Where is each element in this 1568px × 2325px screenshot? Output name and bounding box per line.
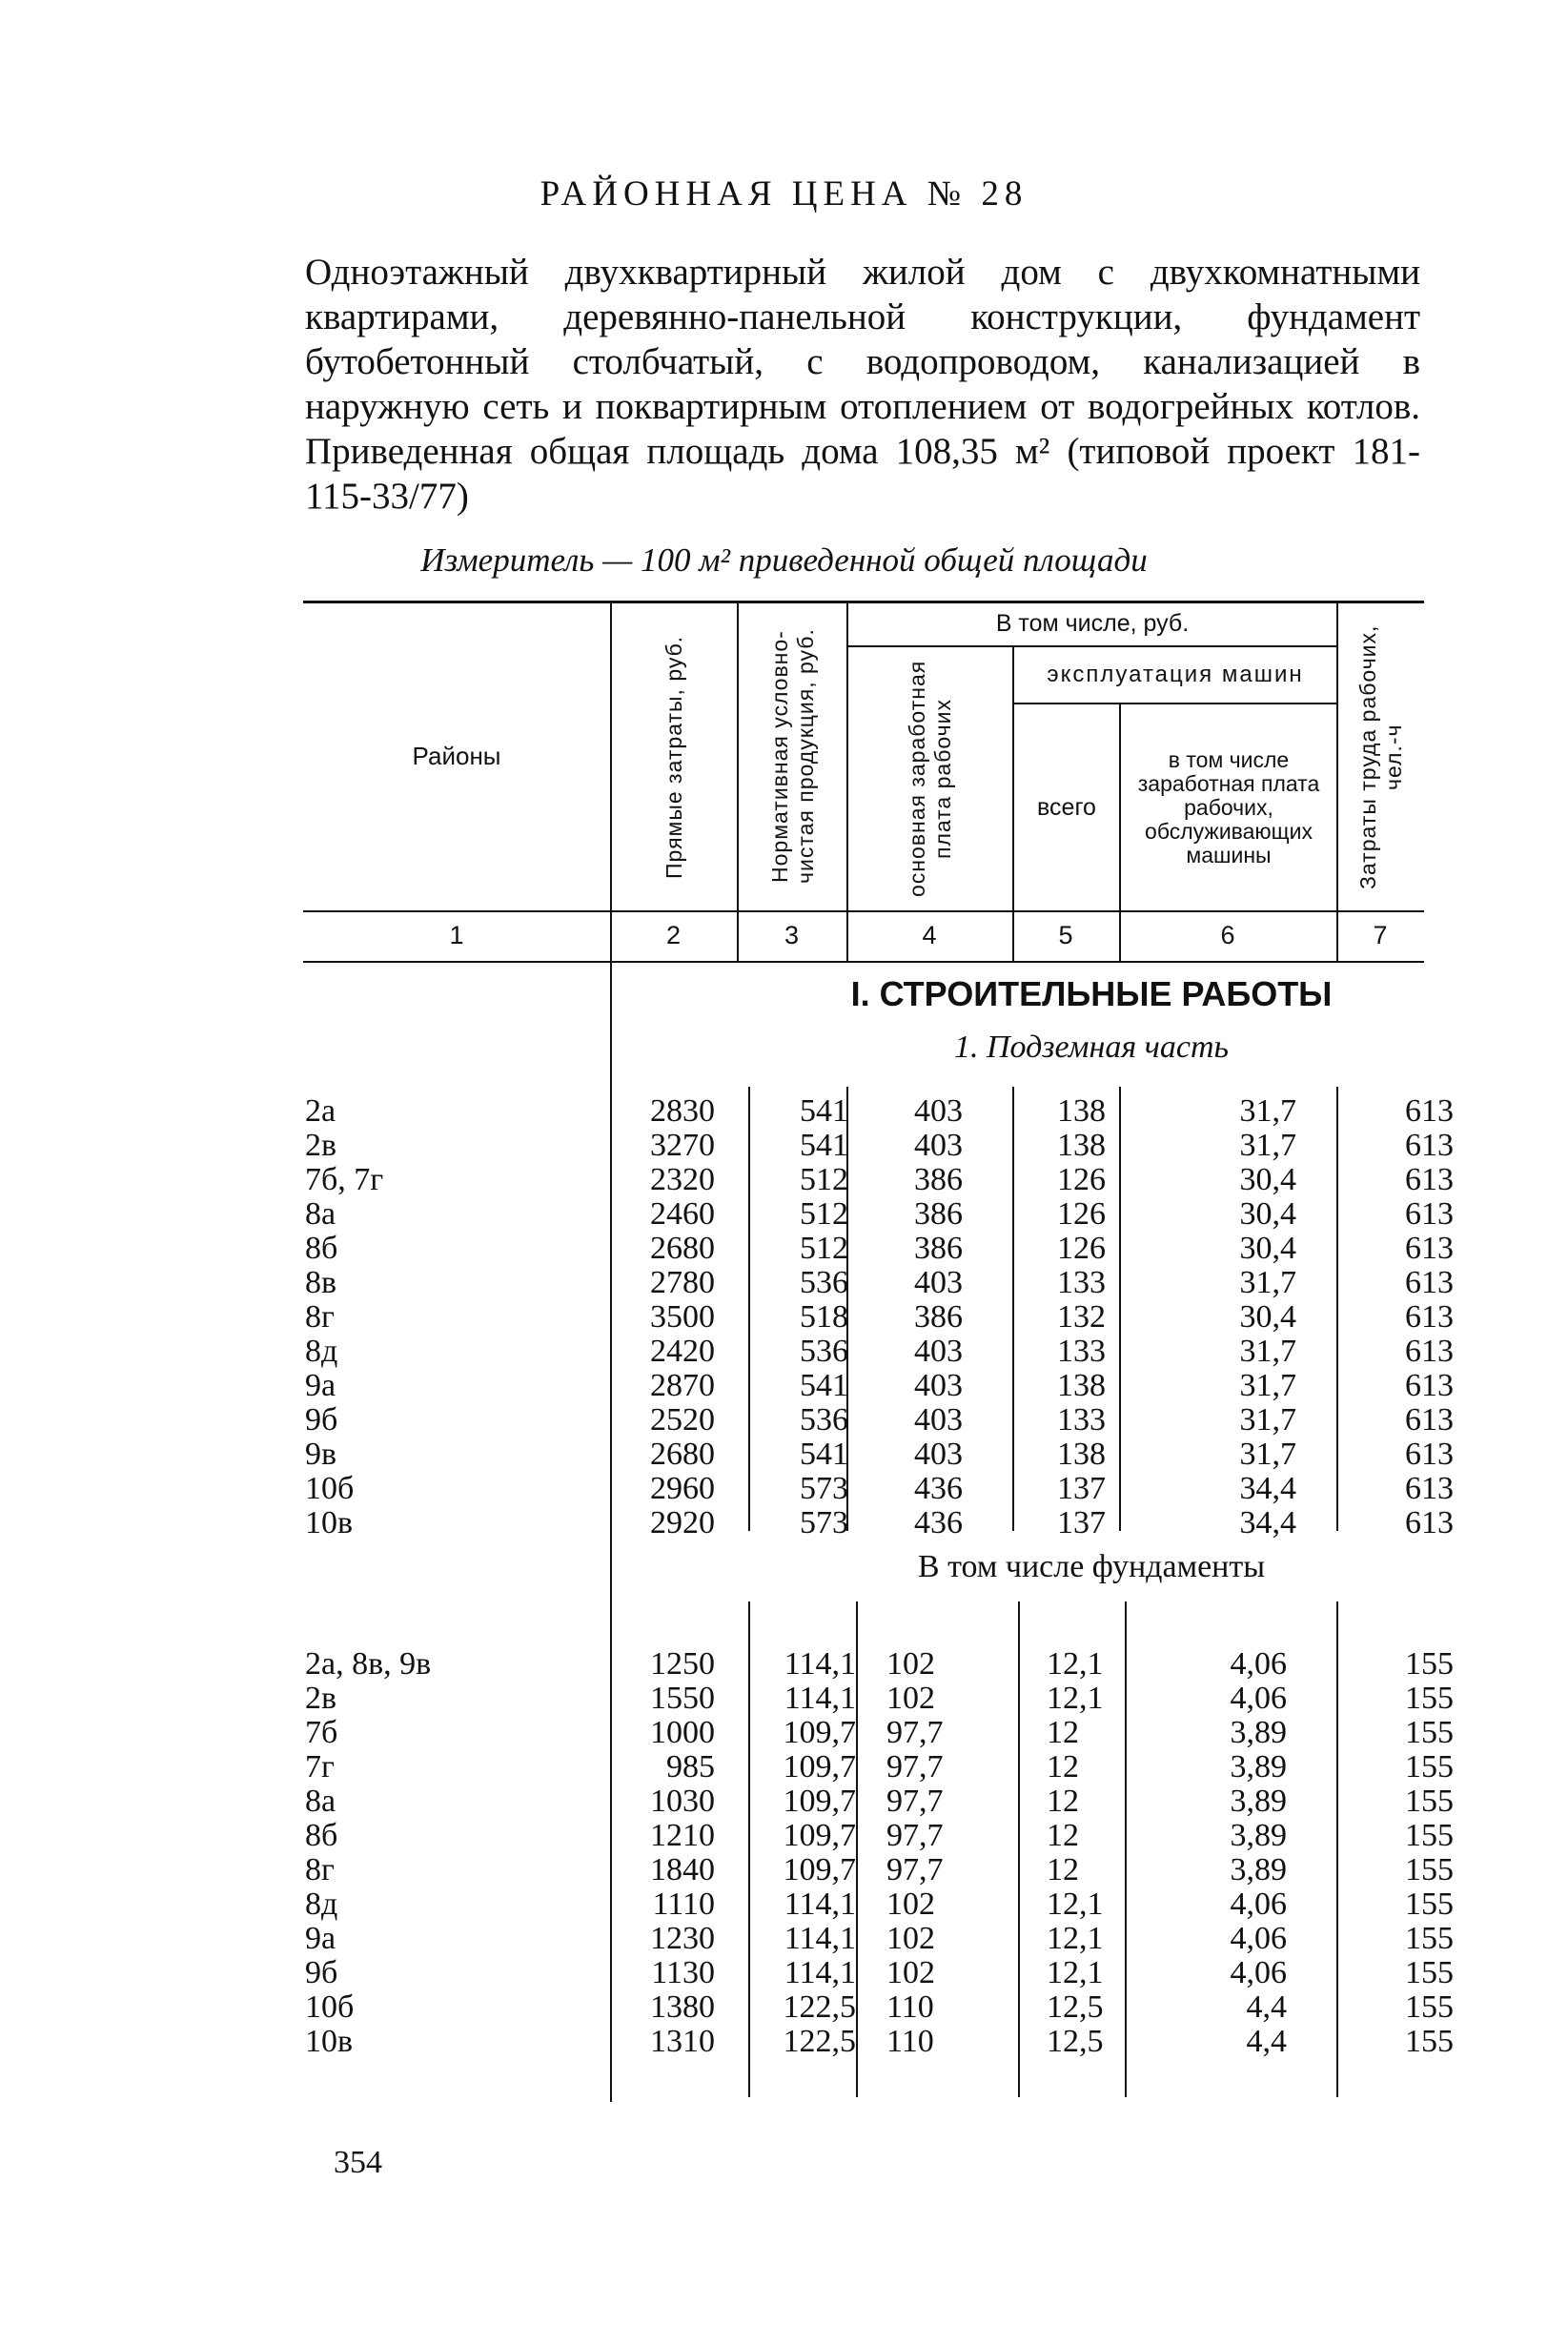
cell-direct-costs: 2520 bbox=[650, 1402, 715, 1438]
cell-region: 9б bbox=[305, 1955, 338, 1990]
cell-machine-total: 126 bbox=[1057, 1196, 1106, 1232]
cell-machine-wage: 4,06 bbox=[1230, 1646, 1287, 1682]
cell-machine-total: 12 bbox=[1047, 1852, 1079, 1887]
cell-machine-total: 137 bbox=[1057, 1505, 1106, 1540]
table-row bbox=[0, 1335, 1568, 1369]
cell-normative-output: 541 bbox=[800, 1368, 848, 1403]
cell-machine-total: 12,1 bbox=[1047, 1921, 1104, 1956]
cell-base-wage: 102 bbox=[886, 1921, 935, 1956]
cell-normative-output: 541 bbox=[800, 1093, 848, 1129]
cell-machine-total: 133 bbox=[1057, 1402, 1106, 1438]
col-number-6: 6 bbox=[1220, 921, 1235, 949]
cell-direct-costs: 2680 bbox=[650, 1437, 715, 1472]
table-row bbox=[0, 1990, 1568, 2025]
cell-machine-total: 137 bbox=[1057, 1471, 1106, 1506]
cell-machine-wage: 4,4 bbox=[1246, 1989, 1287, 2025]
cell-machine-total: 138 bbox=[1057, 1368, 1106, 1403]
table-row bbox=[0, 1647, 1568, 1682]
col-number-1: 1 bbox=[449, 921, 464, 949]
cell-machine-total: 133 bbox=[1057, 1265, 1106, 1300]
cell-labor: 613 bbox=[1405, 1471, 1454, 1506]
cell-region: 2в bbox=[305, 1681, 337, 1716]
measure-unit: Измеритель — 100 м² приведенной общей площади bbox=[420, 541, 1148, 579]
cell-labor: 613 bbox=[1405, 1128, 1454, 1163]
cell-direct-costs: 1030 bbox=[650, 1784, 715, 1819]
header-labor bbox=[1338, 602, 1424, 910]
col-number-5: 5 bbox=[1058, 921, 1073, 949]
cell-direct-costs: 2460 bbox=[650, 1196, 715, 1232]
cell-labor: 613 bbox=[1405, 1402, 1454, 1438]
cell-machine-wage: 34,4 bbox=[1239, 1471, 1296, 1506]
cell-labor: 613 bbox=[1405, 1093, 1454, 1129]
cell-direct-costs: 2780 bbox=[650, 1265, 715, 1300]
cell-direct-costs: 2960 bbox=[650, 1471, 715, 1506]
cell-base-wage: 403 bbox=[914, 1128, 963, 1163]
cell-normative-output: 573 bbox=[800, 1471, 848, 1506]
cell-base-wage: 97,7 bbox=[886, 1818, 944, 1853]
cell-normative-output: 114,1 bbox=[784, 1646, 856, 1682]
cell-region: 9в bbox=[305, 1437, 337, 1472]
table-row bbox=[0, 1682, 1568, 1716]
table-row bbox=[0, 1438, 1568, 1472]
cell-direct-costs: 1550 bbox=[650, 1681, 715, 1716]
cell-direct-costs: 3270 bbox=[650, 1128, 715, 1163]
cell-base-wage: 102 bbox=[886, 1887, 935, 1922]
table-row bbox=[0, 1232, 1568, 1266]
cell-region: 8б bbox=[305, 1231, 338, 1266]
cell-region: 8д bbox=[305, 1334, 338, 1369]
cell-labor: 613 bbox=[1405, 1299, 1454, 1335]
header-direct-costs-text: Прямые затраты, руб. bbox=[662, 634, 686, 879]
table-row bbox=[0, 1197, 1568, 1232]
table-row bbox=[0, 1853, 1568, 1887]
table-row bbox=[0, 1300, 1568, 1335]
cell-normative-output: 536 bbox=[800, 1334, 848, 1369]
cell-direct-costs: 1210 bbox=[650, 1818, 715, 1853]
cell-machine-wage: 31,7 bbox=[1239, 1093, 1296, 1129]
cell-labor: 155 bbox=[1405, 1646, 1454, 1682]
cell-region: 10б bbox=[305, 1471, 355, 1506]
cell-labor: 613 bbox=[1405, 1437, 1454, 1472]
cell-labor: 613 bbox=[1405, 1196, 1454, 1232]
cell-base-wage: 386 bbox=[914, 1299, 963, 1335]
header-including: В том числе, руб. bbox=[995, 610, 1190, 637]
colnum-bottom-rule bbox=[303, 961, 1424, 963]
table-row bbox=[0, 2025, 1568, 2059]
section-title: I. СТРОИТЕЛЬНЫЕ РАБОТЫ bbox=[850, 974, 1333, 1013]
cell-region: 7г bbox=[305, 1749, 335, 1785]
cell-machine-wage: 34,4 bbox=[1239, 1505, 1296, 1540]
header-base-wage bbox=[848, 647, 1012, 910]
cell-base-wage: 403 bbox=[914, 1402, 963, 1438]
cell-labor: 155 bbox=[1405, 1681, 1454, 1716]
cell-machine-wage: 4,06 bbox=[1230, 1887, 1287, 1922]
cell-machine-wage: 3,89 bbox=[1230, 1784, 1287, 1819]
cell-labor: 155 bbox=[1405, 1989, 1454, 2025]
cell-base-wage: 97,7 bbox=[886, 1784, 944, 1819]
col-number-2: 2 bbox=[665, 921, 682, 949]
cell-labor: 155 bbox=[1405, 1749, 1454, 1785]
cell-region: 10в bbox=[305, 2024, 354, 2059]
cell-normative-output: 109,7 bbox=[783, 1852, 856, 1887]
group-label-foundations: В том числе фундаменты bbox=[917, 1549, 1266, 1584]
cell-base-wage: 436 bbox=[914, 1505, 963, 1540]
cell-machine-total: 12 bbox=[1047, 1749, 1079, 1785]
cell-base-wage: 97,7 bbox=[886, 1749, 944, 1785]
table-row bbox=[0, 1163, 1568, 1197]
table-row bbox=[0, 1129, 1568, 1163]
header-machine-wage: в том числе заработная плата рабочих, обслуживающих машины bbox=[1137, 746, 1320, 867]
cell-direct-costs: 1250 bbox=[650, 1646, 715, 1682]
cell-machine-total: 126 bbox=[1057, 1231, 1106, 1266]
cell-normative-output: 541 bbox=[800, 1437, 848, 1472]
cell-direct-costs: 1840 bbox=[650, 1852, 715, 1887]
header-base-wage-text: основная заработная плата рабочих bbox=[905, 660, 955, 898]
subsection-title: 1. Подземная часть bbox=[953, 1030, 1230, 1065]
cell-normative-output: 109,7 bbox=[783, 1818, 856, 1853]
cell-normative-output: 109,7 bbox=[783, 1784, 856, 1819]
cell-direct-costs: 1310 bbox=[650, 2024, 715, 2059]
cell-machine-total: 12 bbox=[1047, 1715, 1079, 1750]
cell-region: 8в bbox=[305, 1265, 337, 1300]
col-number-3: 3 bbox=[784, 921, 800, 949]
table-row bbox=[0, 1785, 1568, 1819]
cell-normative-output: 114,1 bbox=[784, 1887, 856, 1922]
cell-machine-total: 12 bbox=[1047, 1818, 1079, 1853]
cell-region: 8б bbox=[305, 1818, 338, 1853]
cell-labor: 155 bbox=[1405, 1887, 1454, 1922]
cell-region: 8д bbox=[305, 1887, 338, 1922]
cell-machine-wage: 4,06 bbox=[1230, 1681, 1287, 1716]
cell-region: 9а bbox=[305, 1921, 336, 1956]
cell-base-wage: 386 bbox=[914, 1162, 963, 1197]
cell-machine-wage: 31,7 bbox=[1239, 1402, 1296, 1438]
cell-machine-total: 138 bbox=[1057, 1093, 1106, 1129]
cell-labor: 155 bbox=[1405, 1784, 1454, 1819]
cell-region: 10б bbox=[305, 1989, 355, 2025]
cell-machine-total: 12,5 bbox=[1047, 1989, 1104, 2025]
cell-machine-wage: 30,4 bbox=[1239, 1162, 1296, 1197]
cell-normative-output: 114,1 bbox=[784, 1921, 856, 1956]
col-number-7: 7 bbox=[1373, 921, 1388, 949]
cell-normative-output: 573 bbox=[800, 1505, 848, 1540]
cell-direct-costs: 2680 bbox=[650, 1231, 715, 1266]
cell-machine-total: 12,1 bbox=[1047, 1646, 1104, 1682]
table-row bbox=[0, 1819, 1568, 1853]
cell-normative-output: 122,5 bbox=[783, 1989, 856, 2025]
cell-direct-costs: 3500 bbox=[650, 1299, 715, 1335]
cell-base-wage: 97,7 bbox=[886, 1715, 944, 1750]
table-row bbox=[0, 1922, 1568, 1956]
cell-machine-wage: 30,4 bbox=[1239, 1196, 1296, 1232]
cell-machine-wage: 3,89 bbox=[1230, 1749, 1287, 1785]
table-row bbox=[0, 1369, 1568, 1403]
cell-labor: 613 bbox=[1405, 1265, 1454, 1300]
cell-machine-wage: 3,89 bbox=[1230, 1852, 1287, 1887]
cell-normative-output: 114,1 bbox=[784, 1955, 856, 1990]
cell-labor: 155 bbox=[1405, 1818, 1454, 1853]
header-labor-text: Затраты труда рабочих, чел.-ч bbox=[1355, 623, 1406, 889]
cell-base-wage: 403 bbox=[914, 1093, 963, 1129]
table-row bbox=[0, 1887, 1568, 1922]
cell-machine-wage: 4,06 bbox=[1230, 1921, 1287, 1956]
cell-normative-output: 122,5 bbox=[783, 2024, 856, 2059]
cell-base-wage: 110 bbox=[886, 1989, 934, 2025]
cell-machine-total: 12,1 bbox=[1047, 1681, 1104, 1716]
page-title: РАЙОННАЯ ЦЕНА № 28 bbox=[540, 174, 1028, 214]
cell-normative-output: 541 bbox=[800, 1128, 848, 1163]
cell-machine-wage: 31,7 bbox=[1239, 1437, 1296, 1472]
table-row bbox=[0, 1506, 1568, 1540]
cell-machine-total: 133 bbox=[1057, 1334, 1106, 1369]
cell-region: 9а bbox=[305, 1368, 336, 1403]
cell-base-wage: 110 bbox=[886, 2024, 934, 2059]
cell-labor: 155 bbox=[1405, 1715, 1454, 1750]
cell-labor: 155 bbox=[1405, 1852, 1454, 1887]
cell-region: 2а, 8в, 9в bbox=[305, 1646, 432, 1682]
cell-region: 7б, 7г bbox=[305, 1162, 384, 1197]
cell-labor: 613 bbox=[1405, 1334, 1454, 1369]
cell-machine-total: 12,1 bbox=[1047, 1887, 1104, 1922]
cell-labor: 155 bbox=[1405, 1955, 1454, 1990]
header-machine-operation: эксплуатация машин bbox=[1047, 662, 1304, 687]
header-machine-total: всего bbox=[1037, 793, 1096, 821]
cell-labor: 613 bbox=[1405, 1368, 1454, 1403]
cell-machine-wage: 3,89 bbox=[1230, 1818, 1287, 1853]
cell-base-wage: 436 bbox=[914, 1471, 963, 1506]
cell-region: 9б bbox=[305, 1402, 338, 1438]
cell-labor: 155 bbox=[1405, 2024, 1454, 2059]
cell-machine-total: 12,5 bbox=[1047, 2024, 1104, 2059]
cell-region: 8г bbox=[305, 1852, 335, 1887]
cell-direct-costs: 2920 bbox=[650, 1505, 715, 1540]
cell-labor: 613 bbox=[1405, 1505, 1454, 1540]
cell-machine-total: 132 bbox=[1057, 1299, 1106, 1335]
cell-base-wage: 102 bbox=[886, 1955, 935, 1990]
cell-normative-output: 109,7 bbox=[783, 1749, 856, 1785]
cell-base-wage: 102 bbox=[886, 1646, 935, 1682]
cell-region: 8а bbox=[305, 1784, 336, 1819]
cell-machine-wage: 30,4 bbox=[1239, 1299, 1296, 1335]
cell-normative-output: 536 bbox=[800, 1265, 848, 1300]
table-row bbox=[0, 1266, 1568, 1300]
cell-machine-wage: 4,4 bbox=[1246, 2024, 1287, 2059]
cell-normative-output: 536 bbox=[800, 1402, 848, 1438]
table-row bbox=[0, 1716, 1568, 1750]
cell-machine-wage: 31,7 bbox=[1239, 1334, 1296, 1369]
cell-normative-output: 512 bbox=[800, 1162, 848, 1197]
cell-direct-costs: 985 bbox=[666, 1749, 715, 1785]
cell-machine-wage: 4,06 bbox=[1230, 1955, 1287, 1990]
header-normative-output-text: Нормативная условно-чистая продукция, руб. bbox=[766, 628, 818, 885]
cell-region: 8а bbox=[305, 1196, 336, 1232]
cell-labor: 613 bbox=[1405, 1162, 1454, 1197]
table-row bbox=[0, 1094, 1568, 1129]
cell-machine-wage: 31,7 bbox=[1239, 1368, 1296, 1403]
header-direct-costs bbox=[612, 602, 737, 910]
header-bottom-rule bbox=[303, 910, 1424, 912]
cell-base-wage: 403 bbox=[914, 1368, 963, 1403]
table-block-foundations bbox=[0, 1647, 1568, 2059]
header-normative-output bbox=[739, 602, 846, 910]
cell-normative-output: 114,1 bbox=[784, 1681, 856, 1716]
cell-base-wage: 386 bbox=[914, 1196, 963, 1232]
cell-labor: 613 bbox=[1405, 1231, 1454, 1266]
header-regions: Районы bbox=[412, 742, 501, 770]
cell-direct-costs: 2320 bbox=[650, 1162, 715, 1197]
cell-machine-wage: 3,89 bbox=[1230, 1715, 1287, 1750]
table-row bbox=[0, 1750, 1568, 1785]
cell-direct-costs: 1380 bbox=[650, 1989, 715, 2025]
cell-machine-wage: 30,4 bbox=[1239, 1231, 1296, 1266]
cell-direct-costs: 1000 bbox=[650, 1715, 715, 1750]
cell-base-wage: 403 bbox=[914, 1437, 963, 1472]
cell-machine-total: 12 bbox=[1047, 1784, 1079, 1819]
cell-region: 8г bbox=[305, 1299, 335, 1335]
cell-normative-output: 518 bbox=[800, 1299, 848, 1335]
cell-machine-wage: 31,7 bbox=[1239, 1128, 1296, 1163]
cell-base-wage: 403 bbox=[914, 1265, 963, 1300]
cell-base-wage: 403 bbox=[914, 1334, 963, 1369]
cell-machine-wage: 31,7 bbox=[1239, 1265, 1296, 1300]
cell-direct-costs: 2830 bbox=[650, 1093, 715, 1129]
table-row bbox=[0, 1956, 1568, 1990]
cell-normative-output: 512 bbox=[800, 1196, 848, 1232]
cell-base-wage: 97,7 bbox=[886, 1852, 944, 1887]
table-block-underground bbox=[0, 1094, 1568, 1540]
cell-machine-total: 138 bbox=[1057, 1437, 1106, 1472]
cell-region: 7б bbox=[305, 1715, 338, 1750]
cell-direct-costs: 1130 bbox=[651, 1955, 715, 1990]
cell-region: 2в bbox=[305, 1128, 337, 1163]
cell-direct-costs: 2420 bbox=[650, 1334, 715, 1369]
col-number-4: 4 bbox=[922, 921, 937, 949]
cell-labor: 155 bbox=[1405, 1921, 1454, 1956]
cell-machine-total: 138 bbox=[1057, 1128, 1106, 1163]
cell-direct-costs: 2870 bbox=[650, 1368, 715, 1403]
cell-region: 10в bbox=[305, 1505, 354, 1540]
page-number: 354 bbox=[334, 2145, 382, 2180]
cell-normative-output: 109,7 bbox=[783, 1715, 856, 1750]
cell-direct-costs: 1230 bbox=[650, 1921, 715, 1956]
table-row bbox=[0, 1472, 1568, 1506]
cell-direct-costs: 1110 bbox=[652, 1887, 715, 1922]
building-description: Одноэтажный двухквартирный жилой дом с двухкомнатными квартирами, деревянно-панельной конструкции, фундамент бутобетонный столбчатый, с водопроводом, канализацией в наружную сеть и поквартирным отоплением от водогрейных котлов. Приведенная общая площадь дома 108,35 м² (типовой проект 181-115-33/77) bbox=[305, 252, 1420, 517]
cell-machine-total: 12,1 bbox=[1047, 1955, 1104, 1990]
cell-normative-output: 512 bbox=[800, 1231, 848, 1266]
cell-machine-total: 126 bbox=[1057, 1162, 1106, 1197]
cell-base-wage: 102 bbox=[886, 1681, 935, 1716]
cell-base-wage: 386 bbox=[914, 1231, 963, 1266]
table-row bbox=[0, 1403, 1568, 1438]
cell-region: 2а bbox=[305, 1093, 336, 1129]
